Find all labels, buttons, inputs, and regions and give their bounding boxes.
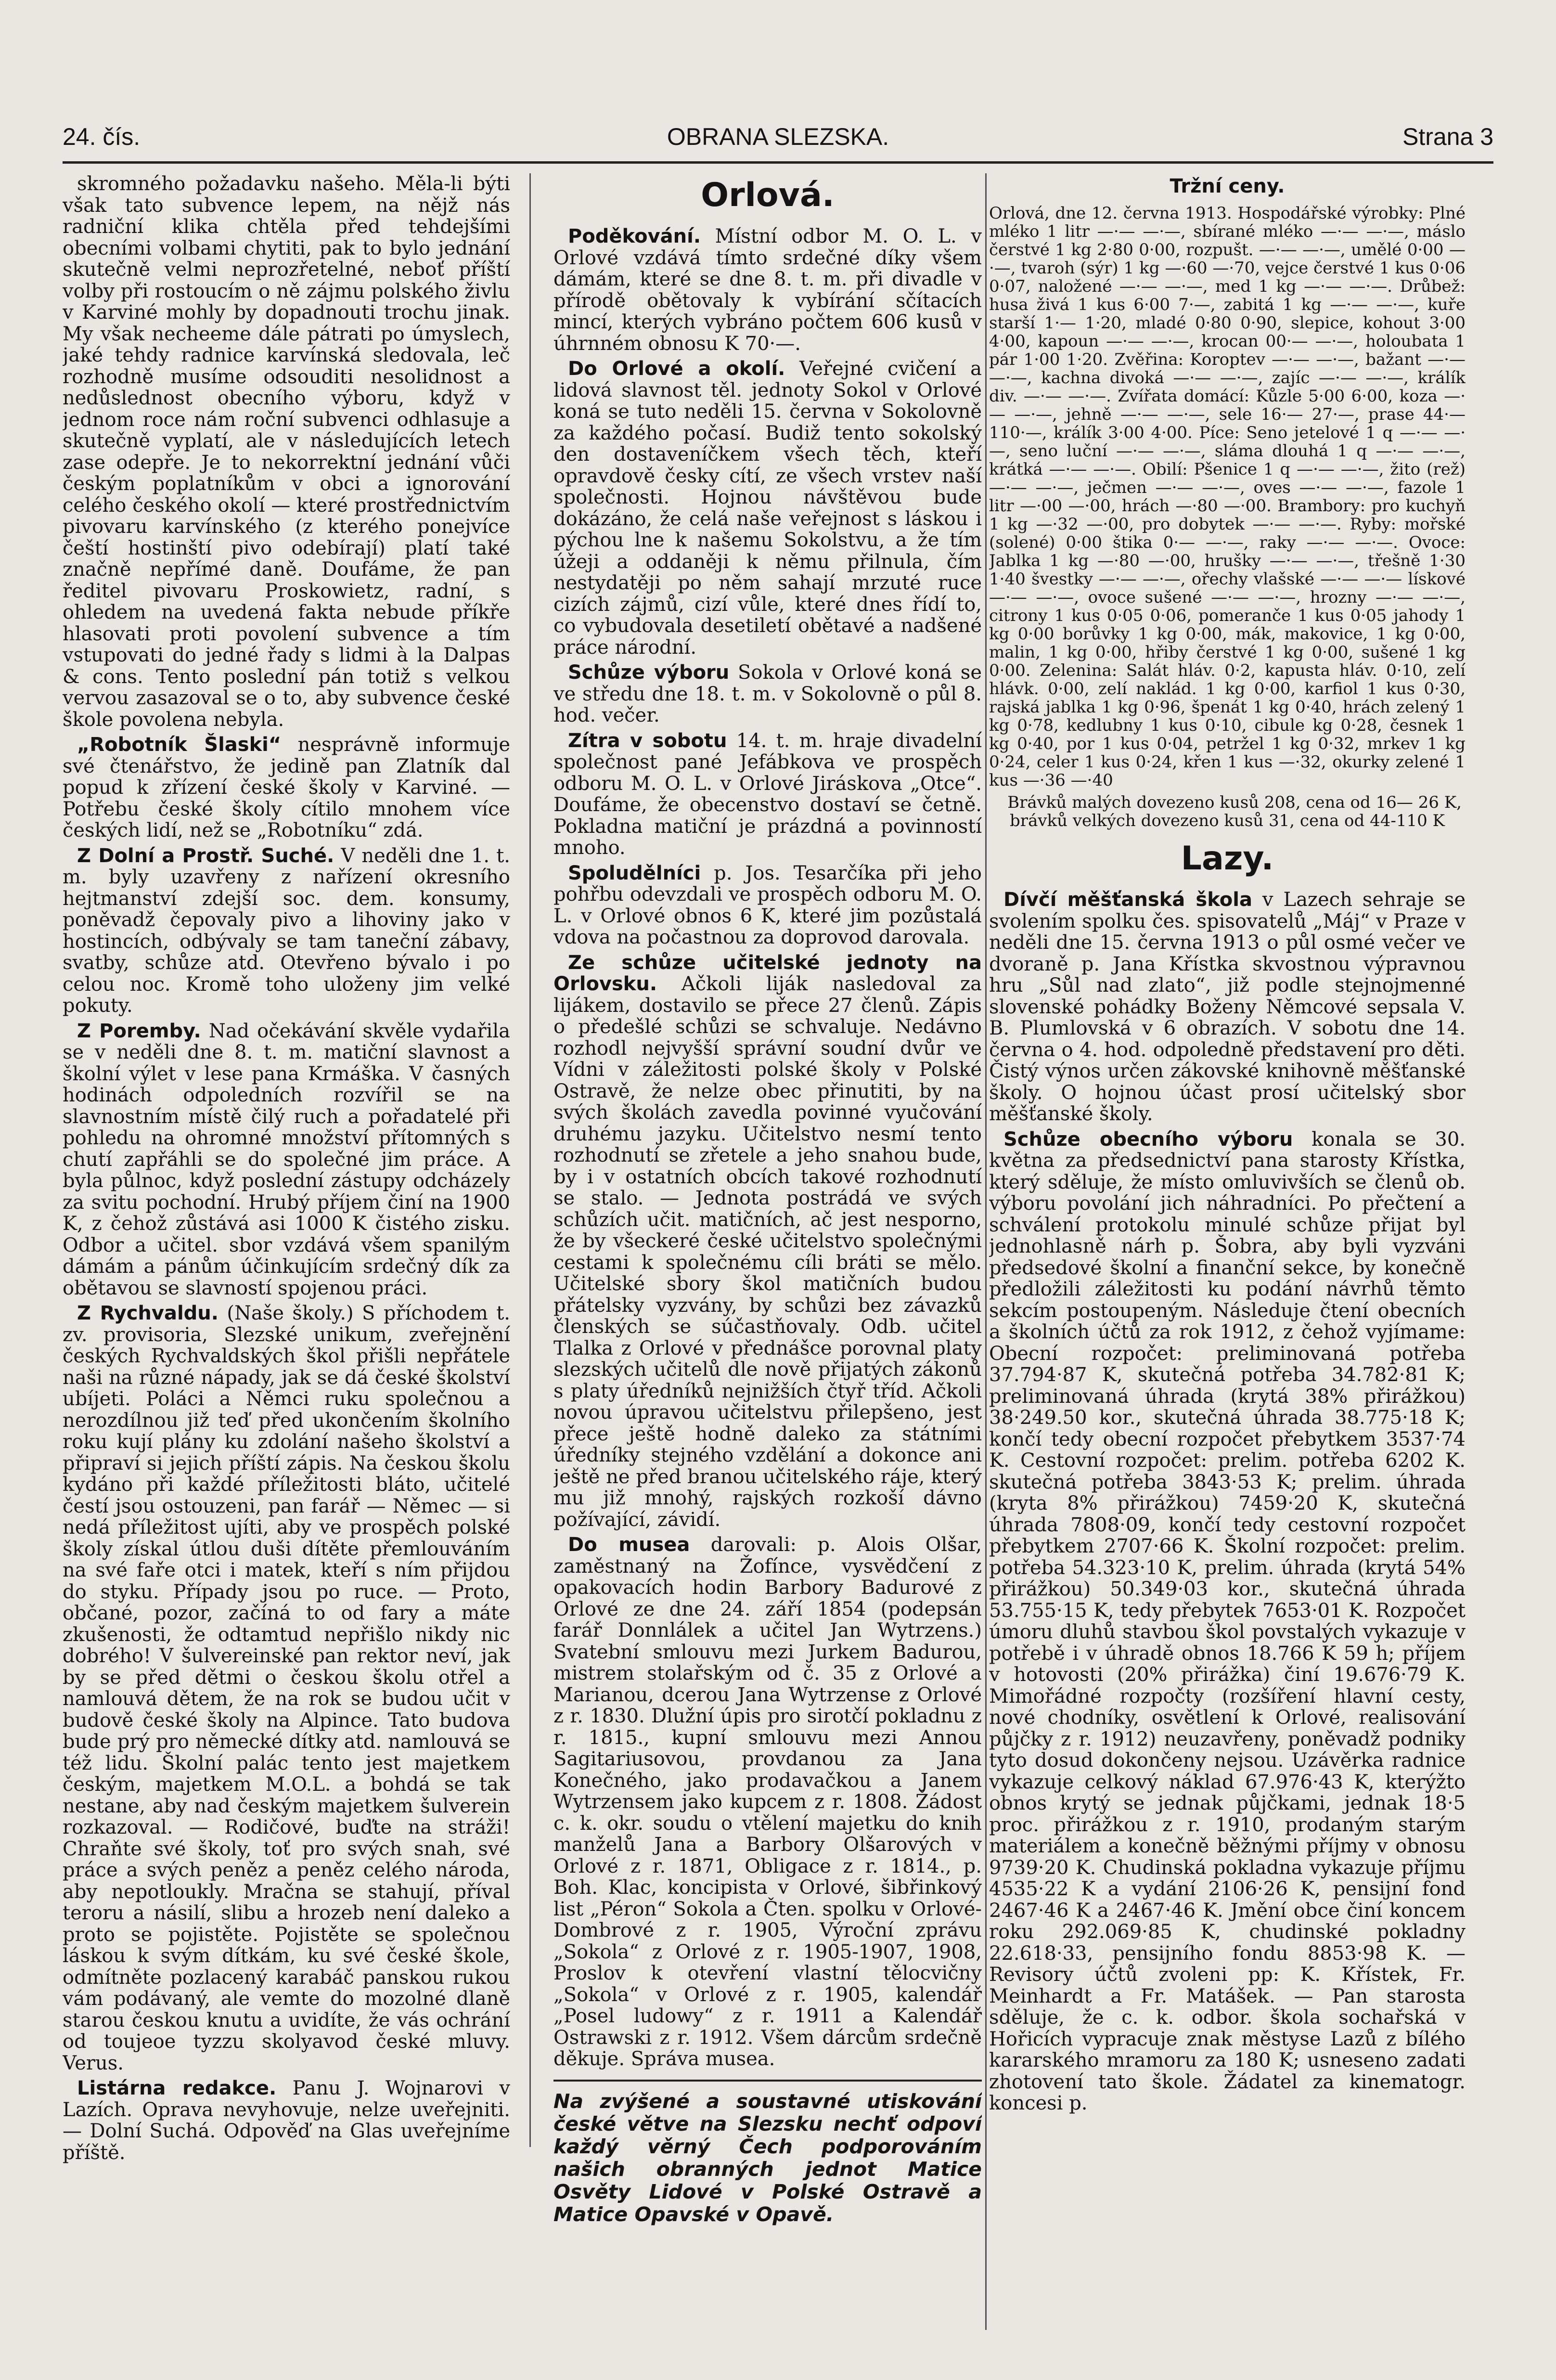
article-paragraph [553,226,982,354]
article-heading: Schůze výboru [568,661,730,684]
article-paragraph [63,1021,510,1299]
article-paragraph [553,863,982,948]
article-heading: Do Orlové a okolí. [568,358,785,380]
article-text: (Naše školy.) S příchodem t. zv. provisoria, Slezské unikum, zveřejnění českých Rychvaldských škol přišli nepřátele naši na různé nápady, jak se dá české školství ubíjeti. Poláci a Němci ruku společnou a nerozdílnou již teď před ukončením školního roku kují plány ku zdolání našeho školství a připraví si jejich příští zápis. Na českou školu kydáno při každé příležitosti bláto, učitelé čestí jsou ostouzeni, pan farář — Němec — si nedá příležitost ujíti, aby ve prospěch polské školy získal útlou duši dítěte přemlouváním na své faře otci i matek, kteří s ním přijdou do styku. Případy jsou po ruce. — Proto, občané, pozor, začíná to od fary a máte zkušenosti, že odtamtud nepřišlo nikdy nic dobrého! V šulvereinské pan rektor neví, jak by se před dětmi o českou školu otřel a namlouvá dětem, že na rok se budou učit v budově české školy na Alpince. Tato budova bude prý pro německé dítky atd. namlouvá se též lidu. Školní palác tento jest majetkem českým, majetkem M.O.L. a bohdá se tak nestane, aby nad českým majetkem šulverein rozkazoval. — Rodičové, buďte na stráži! Chraňte své školy, toť pro svých snah, své práce a svých peněz a peněz celého národa, aby nepotloukly. Mračna se stahují, příval teroru a násilí, slibu a hrozeb není daleko a proto se pojistěte. Pojistěte se společnou láskou k svým dítkám, ku své české škole, odmítněte pozlacený karabáč panskou rukou vám podávaný, ale vemte do mozolné dlaně starou českou knutu a uvidíte, že vás ochrání od toujeoe tyzzu skolyavod české mluvy. Verus. [63,1302,510,2074]
article-heading: Zítra v sobotu [568,729,727,752]
article-paragraph [553,358,982,658]
article-text: skromného požadavku našeho. Měla-li býti však tato subvence lepem, na nějž nás radniční klika chtěla před tehdejšími obecními volbami chytiti, pak to bylo jednání skutečně velmi neprozřetelné, neboť příští volby při rostoucím o ně zájmu polského živlu v Karviné mohly by dopadnouti trochu jinak. My však necheeme dále pátrati po úmyslech, jaké tehdy radnice karvínská sledovala, leč rozhodně musíme odsouditi nesolidnost a nedůslednost obecního výboru, když v jednom roce nám roční subvenci odhlasuje a skutečně vyplatí, ale v následujících letech zase odepře. Je to nekorrektní jednání vůči českým poplatníkům v obci a ignorování celého českého okolí — které prostřednictvím pivovaru karvínského (z kterého ponejvíce čeští hostinští pivo odebírají) platí také značně nepřímé daně. Doufáme, že pan ředitel pivovaru Proskowietz, radní, s ohledem na uvedená fakta nebude příkře hlasovati proti povolení subvence a tím vstupovati do jedné řady s lidmi à la Dalpas & cons. Tento poslední pán totiž s velkou vervou zasazoval se o to, aby subvence české škole povolena nebyla. [63,173,510,731]
article-text: V neděli dne 1. t. m. byly uzavřeny z nařízení okresního hejtmanství zdejší soc. dem. konsumy, poněvadž čepovaly pivo a lihoviny jako v hostincích, odbývaly se tam taneční zábavy, svatby, schůze atd. Otevřeno bývalo i po celou noc. Kromě toho uloženy jim velké pokuty. [63,844,510,1017]
article-heading: „Robotník Šlaski“ [77,734,282,756]
market-prices: Orlová, dne 12. června 1913. Hospodářské výrobky: Plné mléko 1 litr —·— —·—, sbírané mléko —·— —·—, máslo čerstvé 1 kg 2·80 0·00, rozpušt. —·— —·—, umělé 0·00 —·—, tvaroh (sýr) 1 kg —·60 —·70, vejce čerstvé 1 kus 0·06 0·07, naložené —·— —·—, med 1 kg —·— —·—. Drůbež: husa živá 1 kus 6·00 7·—, zabitá 1 kg —·— —·—, kuře starší 1·— 1·20, mladé 0·80 0·90, slepice, kohout 3·00 4·00, kapoun —·— —·—, krocan 00·— —·—, holoubata 1 pár 1·00 1·20. Zvěřina: Koroptev —·— —·—, bažant —·— —·—, kachna divoká —·— —·—, zajíc —·— —·—, králík div. —·— —·—. Zvířata domácí: Kůzle 5·00 6·00, koza —·— —·—, jehně —·— —·—, sele 16·— 27·—, prase 44·— 110·—, králík 3·00 4·00. Píce: Seno jetelové 1 q —·— —·—, seno luční —·— —·—, sláma dlouhá 1 q —·— —·—, krátká —·— —·—. Obilí: Pšenice 1 q —·— —·—, žito (rež) —·— —·—, ječmen —·— —·—, oves —·— —·—, fazole 1 litr —·00 —·00, hrách —·80 —·00. Brambory: pro kuchyň 1 kg —·32 —·00, pro dobytek —·— —·—. Ryby: mořské (solené) 0·00 štika 0·— —·—, raky —·— —·—. Ovoce: Jablka 1 kg —·80 —·00, hrušky —·— —·—, třešně 1·30 1·40 švestky —·— —·—, ořechy vlašské —·— —·— lískové —·— —·—, ovoce sušené —·— —·—, hrozny —·— —·—, citrony 1 kus 0·05 0·06, pomeranče 1 kus 0·05 jahody 1 kg 0·00 borůvky 1 kg 0·00, mák, makovice, 1 kg 0·00, malin, 1 kg 0·00, hřiby čerstvé 1 kg 0·00, sušené 1 kg 0·00. Zelenina: Salát hláv. 0·2, kapusta hláv. 0·10, zelí hlávk. 0·00, zelí naklád. 1 kg 0·00, karfiol 1 kus 0·30, rajská jablka 1 kg 0·96, špenát 1 kg 0·40, hrách zelený 1 kg 0·78, kedlubny 1 kus 0·10, cibule kg 0·28, česnek 1 kg 0·40, por 1 kus 0·04, petržel 1 kg 0·32, mrkev 1 kg 0·24, celer 1 kus 0·24, křen 1 kus —·32, okurky zelené 1 kus —·36 —·40 [989,204,1466,790]
article-heading: Z Poremby. [77,1020,201,1042]
article-text: p. Jos. Tesarčíka při jeho pohřbu odevzdali ve prospěch odboru M. O. L. v Orlové obnos 6 K, které jim pozůstalá vdova na počastnou za doprovod darovala. [553,862,982,948]
article-heading: Do musea [568,1534,690,1556]
section-title-orlova: Orlová. [701,176,835,214]
page-header [63,123,1493,161]
orlova-articles [553,226,982,2070]
article-text: Místní odbor M. O. L. v Orlové vzdává tímto srdečné díky všem dámám, které se dne 8. t. m. při divadle v přírodě obětovaly k vybírání sčítacích mincí, kterých vybráno počtem 606 kusů v úhrnném obnosu K 70·—. [553,225,982,355]
article-text: nesprávně informuje své čtenářstvo, že jedině pan Zlatník dal popud k zřízení české školy v Karviné. — Potřebu české školy cítilo mnohem více českých lidí, než se „Robotníku“ zdá. [63,734,510,841]
article-heading: Spoludělníci [568,862,701,884]
article-heading: Schůze obecního výboru [1003,1128,1293,1151]
article-paragraph [63,2078,510,2163]
column-2 [553,173,982,2361]
appeal-box: Na zvýšené a soustavné utiskování české větve na Slezsku nechť odpoví každý věrný Čech podporováním našich obranných jednot Matice Osvěty Lidové v Polské Ostravě a Matice Opavské v Opavě. [553,2080,982,2226]
article-text: darovali: p. Alois Olšar, zaměstnaný na Žofínce, vysvědčení z opakovacích hodin Barbory Badurové z Orlové ze dne 24. září 1854 (podepsán farář Donnlálek a učitel Jan Wytrzens.) Svatební smlouvu mezi Jurkem Badurou, mistrem stolařským od č. 35 z Orlové a Marianou, dcerou Jana Wytrzense z Orlové z r. 1830. Dlužní úpis pro sirotčí pokladnu z r. 1815., kupní smlouvu mezi Annou Sagitariusovou, provdanou za Jana Konečného, jako prodavačkou a Janem Wytrzensem jako kupcem z r. 1808. Žádost c. k. okr. soudu o vtělení majetku do knih manželů Jana a Barbory Olšarových v Orlové z r. 1871, Obligace z r. 1814., p. Boh. Klac, koncipista v Orlové, šibřinkový list „Péron“ Sokola a Čten. spolku v Orlové-Dombrové z r. 1905, Výroční zprávu „Sokola“ z Orlové z r. 1905-1907, 1908, Proslov k otevření vlastní tělocvičny „Sokola“ v Orlové z r. 1905, kalendář „Posel ludowy“ z r. 1911 a Kalendář Ostrawski z r. 1912. Všem dárcům srdečně děkuje. Správa musea. [553,1534,982,2070]
article-paragraph [553,1534,982,2070]
article-paragraph [63,845,510,1017]
article-heading: Ze schůze učitelské jednoty na Orlovsku. [553,951,982,995]
article-text: Sokola v Orlové koná se ve středu dne 18. t. m. v Sokolovně o půl 8. hod. večer. [553,661,982,726]
article-heading: Poděkování. [568,225,701,247]
article-heading: Listárna redakce. [77,2077,277,2099]
article-paragraph [553,730,982,859]
article-paragraph [989,889,1466,1125]
article-paragraph [63,1303,510,2074]
column-3 [989,173,1466,2361]
newspaper-title: OBRANA SLEZSKA. [667,123,889,150]
article-heading: Z Rychvaldu. [77,1302,219,1324]
column-divider [529,173,531,2147]
page-number: Strana 3 [1402,123,1493,150]
article-paragraph [553,952,982,1531]
section-title-lazy: Lazy. [1181,840,1274,878]
column-1 [63,173,510,2361]
article-heading: Z Dolní a Prostř. Suché. [77,844,334,867]
article-paragraph [63,173,510,730]
section-title-market: Tržní ceny. [1170,175,1285,197]
article-text: konala se 30. května za předsednictví pana starosty Křístka, který sděluje, že místo omluvivších se členů ob. výboru povolání jich náhradníci. Po přečtení a schválení protokolu minulé schůze přijat byl jednohlasně nárh p. Šobra, aby byli vyzváni předsedové školní a finanční sekce, by konečně předložili záležitosti ku podání návrhů těmto sekcím postoupeným. Následuje čtení obecních a školních účtů za rok 1912, z čehož vyjímame: Obecní rozpočet: preliminovaná potřeba 37.794·87 K, skutečná potřeba 34.782·81 K; preliminovaná úhrada (krytá 38% přirážkou) 38·249.50 kor., skutečná úhrada 38.775·18 K; končí tedy obecní rozpočet přebytkem 3537·74 K. Cestovní rozpočet: prelim. potřeba 6202 K. skutečná potřeba 3843·53 K; prelim. úhrada (kryta 8% přirážkou) 7459·20 K, skutečná úhrada 7808·09, končí tedy cestovní rozpočet přebytkem 2707·66 K. Školní rozpočet: prelim. potřeba 54.323·10 K, prelim. úhrada (krytá 54% přirážkou) 50.349·03 kor., skutečná úhrada 53.755·15 K, tedy přebytek 7653·01 K. Rozpočet úmoru dluhů stavbou škol povstalých vykazuje v potřebě i v úhradě obnos 18.766 K 59 h; příjem v hotovosti (20% přirážka) činí 19.676·79 K. Mimořádné rozpočty (rozšíření hlavní cesty, nové chodníky, osvětlení k Orlové, realisování půjčky z r. 1912) neuzavřeny, poněvadž podniky tyto dosud dokončeny nejsou. Uzávěrka radnice vykazuje celkový náklad 67.976·43 K, kterýžto obnos krytý se jednak půjčkami, jednak 18·5 proc. přirážkou z r. 1910, prodaným starým materiálem a konečně běžnými příjmy v obnosu 9739·20 K. Chudinská pokladna vykazuje příjmu 4535·22 K a vydání 2106·26 K, pensijní fond 2467·46 K a 2467·46 K. Jmění obce činí koncem roku 292.069·85 K, chudinské pokladny 22.618·33, pensijního fondu 8853·98 K. — Revisory účtů zvoleni pp: K. Křístek, Fr. Meinhardt a Fr. Matášek. — Pan starosta sděluje, že c. k. odbor. škola sochařská v Hořicích vypracuje znak městyse Lazů z bílého kararského mramoru za 180 K; usneseno zadati zhotovení tato škole. Žádatel za kinematogr. koncesi p. [989,1128,1466,2114]
column-divider [985,173,987,2330]
article-paragraph [63,734,510,841]
lazy-articles [989,889,1466,2114]
article-text: 14. t. m. hraje divadelní společnost pané Jefábkova ve prospěch odboru M. O. L. v Orlové Jiráskova „Otce“. Doufáme, že obecenstvo dostaví se četně. Pokladna matiční je prázdná a povinností mnoho. [553,729,982,859]
article-text: Panu J. Wojnarovi v Lazích. Oprava nevyhovuje, nelze uveřejniti. — Dolní Suchá. Odpověď na Glas uveřejníme příště. [63,2077,510,2164]
article-text: Nad očekávání skvěle vydařila se v neděli dne 8. t. m. matiční slavnost a školní výlet v lese pana Krmáška. V časných hodinách odpoledních rozvířil se na slavnostním místě čilý ruch a pořadatelé při pohledu na ohromné množství přítomných s chutí zapřáhli se do společné jim práce. A byla půlnoc, když poslední zástupy odcházely za svitu pochodní. Hrubý příjem činí na 1900 K, z čehož zůstává asi 1000 K čistého zisku. Odbor a učitel. sbor vzdává všem spanilým dámám a pánům účinkujícím srdečný dík za obětavou se slavností spojenou práci. [63,1020,510,1299]
issue-number: 24. čís. [63,123,141,150]
article-text: Veřejné cvičení a lidová slavnost těl. jednoty Sokol v Orlové koná se tuto neděli 15. června v Sokolovně za každého počasí. Budiž tento sokolský den dostaveníčkem všech těch, kteří opravdově česky cítí, ze všech vrstev naší společnosti. Hojnou návštěvou bude dokázáno, že celá naše veřejnost s láskou i pýchou lne k našemu Sokolstvu, a že tím úžeji a oddaněji k němu přilnula, čím nestydatěji po něm sahají mrzuté ruce cizích zájmů, cizí vůle, které dnes řídí to, co vybudovala desetiletí obětavé a nadšené práce národní. [553,358,982,659]
header-rule [63,161,1493,164]
article-text: v Lazech sehraje se svolením spolku čes. spisovatelů „Máj“ v Praze v neděli dne 15. června 1913 o půl osmé večer ve dvoraně p. Jana Křístka skvostnou výpravnou hru „Sůl nad zlato“, již podle stejnojmenné slovenské pohádky Boženy Němcové sepsala V. B. Plumlovská v 6 obrazích. V sobotu dne 14. června o 4. hod. odpoledně představení pro děti. Čistý výnos určen zákovské knihovně měšťanské školy. O hojnou účast prosí učitelský sbor měšťanské školy. [989,889,1466,1125]
article-paragraph [553,662,982,726]
article-heading: Dívčí měšťanská škola [1003,889,1252,911]
article-text: Ačkoli liják nasledoval za lijákem, dostavilo se přece 27 členů. Zápis o předešlé schůzi se schvaluje. Nedávno rozhodl nejvyšší správní soudní dvůr ve Vídni v záležitosti polské školy v Polské Ostravě, že nelze obec přinutiti, by na svých školách zavedla povinné vyučování druhému jazyku. Učitelstvo nesmí tento rozhodnutí se zřetele a jeho snahou bude, by i v ostatních obcích takové rozhodnutí se stalo. — Jednota postrádá ve svých schůzích učit. matičních, ač jest nesporno, že by všeckeré české učitelstvo společnými cestami k společnému cíli bráti se mělo. Učitelské sbory škol matičních budou přátelsky vyzvány, by schůzi bez závazků členských se súčastňovaly. Odb. učitel Tlalka z Orlové v přednášce porovnal platy slezských učitelů dle nově přijatých zákonů s platy úředníků nejnižších čtyř tříd. Ačkoli novou úpravou učitelstvu přilepšeno, jest přece ještě hodně daleko za státními úředníky stejného vzdělání a dokonce ani ještě ne před branou učitelského ráje, který mu již mnohý, rajských rozkoší dávno požívající, závidí. [553,973,982,1531]
market-note: Brávků malých dovezeno kusů 208, cena od 16— 26 K, brávků velkých dovezeno kusů 31, cena od 44-110 K [1007,793,1462,830]
article-paragraph [989,1129,1466,2114]
